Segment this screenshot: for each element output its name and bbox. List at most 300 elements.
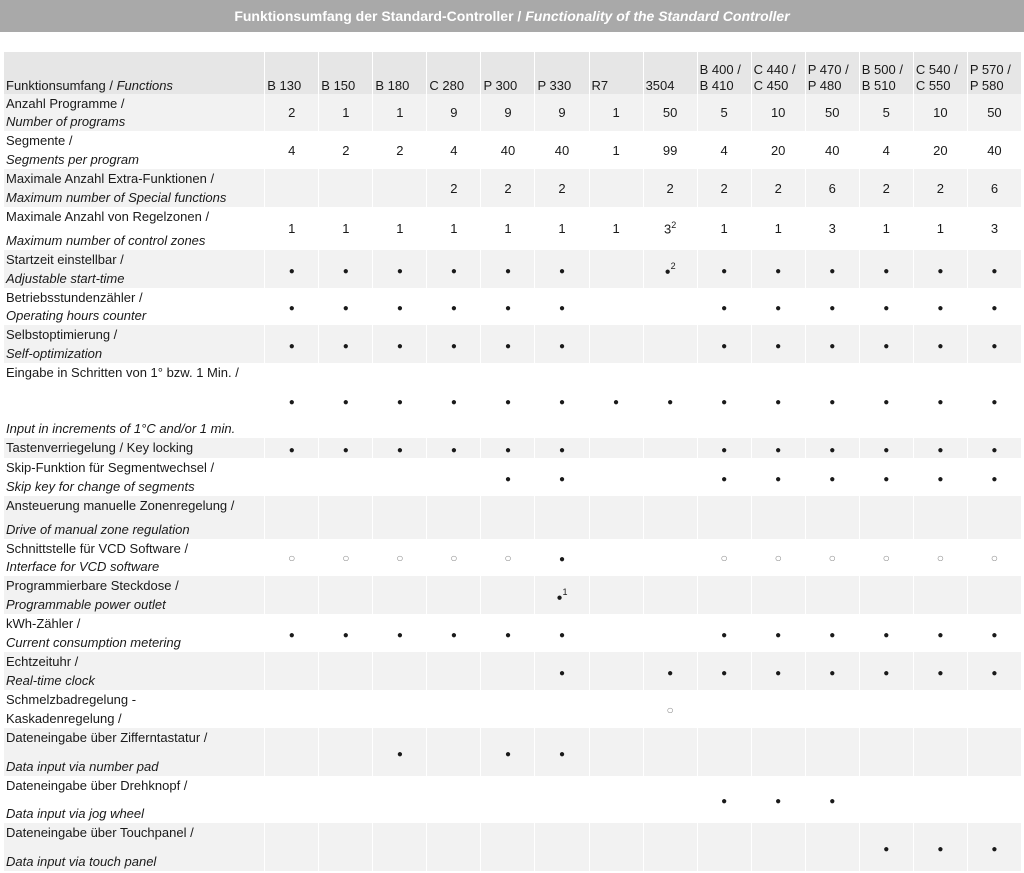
model-header bbox=[968, 52, 1021, 94]
value-cell bbox=[427, 496, 480, 539]
value-cell bbox=[914, 823, 967, 871]
value-cell bbox=[860, 288, 913, 325]
value-cell bbox=[968, 169, 1021, 207]
value-cell bbox=[590, 363, 643, 438]
model-header-line: C 440 / bbox=[753, 62, 796, 77]
value-cell bbox=[535, 496, 588, 539]
value-cell bbox=[698, 169, 751, 207]
filled-dot-icon: ● bbox=[558, 340, 566, 352]
filled-dot-icon: ● bbox=[288, 444, 295, 456]
value-cell bbox=[373, 94, 426, 131]
value-cell bbox=[752, 207, 805, 250]
value-cell bbox=[535, 728, 588, 776]
value-cell bbox=[590, 539, 643, 576]
value-cell bbox=[914, 652, 967, 690]
open-circle-icon: ○ bbox=[720, 551, 728, 565]
value-cell bbox=[968, 94, 1021, 131]
table-row bbox=[4, 363, 1021, 438]
value-cell bbox=[806, 169, 859, 207]
value-text: 6 bbox=[990, 180, 999, 196]
table-row bbox=[4, 690, 1021, 728]
filled-dot-icon: ● bbox=[937, 397, 944, 408]
value-text: 6 bbox=[828, 180, 836, 196]
function-label-en: Skip key for change of segments bbox=[6, 479, 195, 494]
value-text: 40 bbox=[500, 142, 516, 158]
filled-dot-icon: ● bbox=[558, 444, 566, 456]
open-circle-icon: ○ bbox=[396, 551, 404, 565]
filled-dot-icon: ● bbox=[721, 397, 728, 408]
value-cell bbox=[427, 776, 480, 823]
value-text: 2 bbox=[342, 142, 350, 158]
function-label bbox=[4, 250, 264, 288]
model-header bbox=[806, 52, 859, 94]
filled-dot-icon: ● bbox=[937, 473, 944, 485]
filled-dot-icon: ● bbox=[721, 265, 728, 277]
open-circle-icon: ○ bbox=[450, 551, 458, 565]
value-text: 2 bbox=[504, 180, 512, 196]
table-row bbox=[4, 776, 1021, 823]
filled-dot-icon: ● bbox=[721, 796, 728, 807]
function-label bbox=[4, 131, 264, 169]
value-cell bbox=[752, 250, 805, 288]
value-cell bbox=[265, 363, 318, 438]
value-text: 1 bbox=[612, 142, 620, 158]
filled-dot-icon: ● bbox=[883, 265, 890, 277]
value-cell bbox=[914, 438, 967, 458]
value-cell bbox=[752, 496, 805, 539]
value-cell bbox=[914, 250, 967, 288]
value-cell bbox=[860, 690, 913, 728]
value-cell bbox=[860, 539, 913, 576]
function-label-en: Data input via jog wheel bbox=[6, 806, 145, 821]
value-cell bbox=[481, 823, 534, 871]
value-cell bbox=[644, 576, 697, 614]
value-cell bbox=[914, 169, 967, 207]
function-label-en: Drive of manual zone regulation bbox=[6, 522, 190, 537]
value-cell bbox=[373, 458, 426, 496]
value-cell bbox=[535, 614, 588, 652]
table-row bbox=[4, 94, 1021, 131]
filled-dot-icon: ● bbox=[504, 748, 511, 760]
table-row bbox=[4, 325, 1021, 363]
value-cell bbox=[319, 438, 372, 458]
filled-dot-icon: ● bbox=[775, 473, 782, 485]
value-cell bbox=[481, 576, 534, 614]
value-cell bbox=[319, 690, 372, 728]
value-cell bbox=[319, 169, 372, 207]
value-text: 2 bbox=[882, 180, 890, 196]
value-cell bbox=[698, 250, 751, 288]
model-header-line: B 410 bbox=[699, 78, 734, 93]
filled-dot-icon: ● bbox=[829, 444, 836, 456]
value-cell bbox=[535, 458, 588, 496]
value-cell bbox=[265, 690, 318, 728]
value-cell bbox=[373, 823, 426, 871]
value-cell bbox=[968, 823, 1021, 871]
function-label-en: Real-time clock bbox=[6, 673, 95, 688]
value-cell bbox=[644, 363, 697, 438]
table-row bbox=[4, 207, 1021, 250]
value-cell bbox=[590, 288, 643, 325]
filled-dot-icon: ● bbox=[937, 265, 944, 277]
value-cell bbox=[806, 207, 859, 250]
value-cell bbox=[265, 776, 318, 823]
value-text: 1 bbox=[342, 105, 350, 120]
filled-dot-icon: ● bbox=[775, 667, 782, 679]
function-label-en: Interface for VCD software bbox=[6, 559, 160, 574]
value-text: 1 bbox=[342, 221, 350, 236]
function-label bbox=[4, 169, 264, 207]
value-cell bbox=[860, 438, 913, 458]
value-cell bbox=[860, 728, 913, 776]
filled-dot-icon: ● bbox=[396, 265, 403, 277]
model-header-line: P 300 bbox=[483, 78, 518, 93]
filled-dot-icon: ● bbox=[829, 265, 836, 277]
value-text: 2 bbox=[666, 180, 674, 196]
model-header-line: B 130 bbox=[267, 78, 302, 93]
table-row bbox=[4, 288, 1021, 325]
filled-dot-icon: ● bbox=[504, 629, 511, 641]
value-cell bbox=[644, 207, 697, 250]
value-cell bbox=[481, 288, 534, 325]
value-cell bbox=[535, 325, 588, 363]
filled-dot-icon: ● bbox=[288, 303, 295, 314]
value-cell bbox=[427, 131, 480, 169]
value-cell bbox=[590, 169, 643, 207]
filled-dot-icon: ● bbox=[504, 444, 511, 456]
value-cell bbox=[698, 288, 751, 325]
value-text: 2 bbox=[288, 105, 296, 120]
filled-dot-icon: ● bbox=[991, 397, 998, 408]
filled-dot-icon: ● bbox=[937, 303, 944, 314]
value-cell bbox=[427, 539, 480, 576]
model-header-line: P 480 bbox=[807, 78, 842, 93]
value-cell bbox=[265, 131, 318, 169]
value-cell bbox=[806, 614, 859, 652]
table-row bbox=[4, 131, 1021, 169]
filled-dot-icon: ● bbox=[883, 667, 890, 679]
model-header bbox=[752, 52, 805, 94]
value-text: 3 bbox=[828, 221, 836, 236]
model-header-line: 3504 bbox=[645, 78, 675, 93]
value-cell bbox=[481, 728, 534, 776]
value-cell bbox=[481, 438, 534, 458]
filled-dot-icon: ● bbox=[721, 629, 728, 641]
value-cell bbox=[590, 94, 643, 131]
filled-dot-icon: ● bbox=[721, 444, 728, 456]
value-cell bbox=[590, 438, 643, 458]
value-cell bbox=[914, 496, 967, 539]
filled-dot-icon: ● bbox=[504, 265, 511, 277]
function-label bbox=[4, 496, 264, 539]
value-cell bbox=[590, 207, 643, 250]
value-cell bbox=[860, 94, 913, 131]
value-cell bbox=[752, 169, 805, 207]
value-cell bbox=[806, 131, 859, 169]
value-cell bbox=[535, 207, 588, 250]
value-cell bbox=[968, 496, 1021, 539]
value-text: 50 bbox=[662, 105, 678, 120]
filled-dot-icon: ● bbox=[937, 629, 944, 641]
value-cell bbox=[968, 690, 1021, 728]
function-label bbox=[4, 614, 264, 652]
value-cell bbox=[427, 728, 480, 776]
value-cell bbox=[427, 325, 480, 363]
filled-dot-icon: ● bbox=[558, 303, 566, 314]
value-cell bbox=[752, 614, 805, 652]
value-cell bbox=[427, 652, 480, 690]
function-label bbox=[4, 776, 264, 823]
value-text: 40 bbox=[554, 142, 570, 158]
title-english: Functionality of the Standard Controller bbox=[525, 8, 790, 24]
filled-dot-icon: ● bbox=[556, 592, 563, 604]
table-row bbox=[4, 823, 1021, 871]
filled-dot-icon: ● bbox=[883, 843, 890, 855]
function-label-en: Segments per program bbox=[6, 152, 139, 167]
function-label-de: Skip-Funktion für Segmentwechsel / bbox=[6, 460, 215, 475]
footnote-marker: 2 bbox=[671, 220, 677, 231]
model-header-line: C 550 bbox=[915, 78, 951, 93]
value-cell bbox=[590, 496, 643, 539]
function-label-de: Dateneingabe über Drehknopf / bbox=[6, 778, 188, 793]
value-cell bbox=[319, 823, 372, 871]
function-label bbox=[4, 438, 264, 458]
value-cell bbox=[968, 131, 1021, 169]
filled-dot-icon: ● bbox=[991, 667, 998, 679]
function-label-en: Self-optimization bbox=[6, 346, 103, 361]
value-cell bbox=[265, 496, 318, 539]
open-circle-icon: ○ bbox=[774, 551, 782, 565]
value-cell bbox=[481, 207, 534, 250]
footnote-marker: 2 bbox=[670, 260, 676, 271]
function-label-de: Startzeit einstellbar / bbox=[6, 252, 124, 267]
value-cell bbox=[698, 94, 751, 131]
value-cell bbox=[590, 728, 643, 776]
value-cell bbox=[265, 614, 318, 652]
value-cell bbox=[644, 438, 697, 458]
filled-dot-icon: ● bbox=[775, 340, 782, 352]
open-circle-icon: ○ bbox=[828, 551, 836, 565]
value-text: 3 bbox=[663, 221, 672, 237]
value-cell bbox=[698, 690, 751, 728]
value-cell bbox=[590, 614, 643, 652]
value-cell bbox=[860, 169, 913, 207]
value-cell bbox=[644, 94, 697, 131]
value-cell bbox=[481, 496, 534, 539]
value-cell bbox=[860, 458, 913, 496]
filled-dot-icon: ● bbox=[775, 444, 782, 456]
value-cell bbox=[319, 325, 372, 363]
filled-dot-icon: ● bbox=[829, 473, 836, 485]
value-text: 1 bbox=[936, 221, 944, 236]
value-text: 1 bbox=[504, 221, 512, 236]
model-header bbox=[644, 52, 697, 94]
filled-dot-icon: ● bbox=[883, 340, 890, 352]
value-cell bbox=[806, 458, 859, 496]
function-label-de: Tastenverriegelung / Key locking bbox=[6, 440, 194, 455]
filled-dot-icon: ● bbox=[396, 340, 403, 352]
value-text: 2 bbox=[720, 180, 728, 196]
value-cell bbox=[752, 458, 805, 496]
title-german: Funktionsumfang der Standard-Controller / bbox=[234, 8, 526, 24]
function-label-de: Betriebsstundenzähler / bbox=[6, 290, 143, 305]
model-header-line: B 400 / bbox=[699, 62, 741, 77]
function-label-en: Operating hours counter bbox=[6, 308, 147, 323]
value-text: 50 bbox=[825, 105, 840, 120]
model-header-line: P 580 bbox=[969, 78, 1004, 93]
value-text: 1 bbox=[450, 221, 458, 236]
value-text: 2 bbox=[936, 180, 944, 196]
value-cell bbox=[968, 776, 1021, 823]
value-text: 1 bbox=[558, 221, 566, 236]
filled-dot-icon: ● bbox=[775, 397, 782, 408]
value-cell bbox=[644, 131, 697, 169]
model-header bbox=[535, 52, 588, 94]
value-cell bbox=[968, 458, 1021, 496]
value-cell bbox=[535, 652, 588, 690]
value-cell bbox=[752, 288, 805, 325]
filled-dot-icon: ● bbox=[937, 667, 944, 679]
open-circle-icon: ○ bbox=[936, 551, 944, 565]
table-row bbox=[4, 250, 1021, 288]
value-text: 4 bbox=[288, 142, 296, 158]
value-cell bbox=[752, 438, 805, 458]
filled-dot-icon: ● bbox=[829, 667, 836, 679]
table-row bbox=[4, 728, 1021, 776]
value-cell bbox=[265, 458, 318, 496]
model-header-line: B 500 / bbox=[861, 62, 903, 77]
value-cell bbox=[319, 288, 372, 325]
value-cell bbox=[806, 539, 859, 576]
filled-dot-icon: ● bbox=[558, 473, 566, 485]
value-cell bbox=[806, 288, 859, 325]
value-cell bbox=[968, 207, 1021, 250]
filled-dot-icon: ● bbox=[450, 444, 457, 456]
filled-dot-icon: ● bbox=[504, 397, 511, 408]
value-text: 10 bbox=[933, 105, 948, 120]
value-cell bbox=[481, 614, 534, 652]
function-label bbox=[4, 652, 264, 690]
footnote-marker: 1 bbox=[562, 586, 568, 597]
filled-dot-icon: ● bbox=[829, 397, 836, 408]
function-label-de-line2: Kaskadenregelung / bbox=[6, 711, 122, 726]
table-row bbox=[4, 458, 1021, 496]
filled-dot-icon: ● bbox=[504, 473, 511, 485]
value-cell bbox=[860, 325, 913, 363]
value-cell bbox=[535, 131, 588, 169]
value-cell bbox=[373, 325, 426, 363]
header-row bbox=[4, 52, 1021, 94]
filled-dot-icon: ● bbox=[991, 444, 998, 456]
value-cell bbox=[427, 250, 480, 288]
filled-dot-icon: ● bbox=[991, 473, 998, 485]
open-circle-icon: ○ bbox=[990, 551, 999, 565]
model-header-line: C 540 / bbox=[915, 62, 958, 77]
model-header bbox=[481, 52, 534, 94]
value-cell bbox=[860, 652, 913, 690]
open-circle-icon: ○ bbox=[342, 551, 350, 565]
filled-dot-icon: ● bbox=[775, 265, 782, 277]
value-cell bbox=[914, 776, 967, 823]
value-cell bbox=[265, 325, 318, 363]
filled-dot-icon: ● bbox=[288, 629, 295, 641]
value-cell bbox=[427, 458, 480, 496]
filled-dot-icon: ● bbox=[288, 397, 295, 408]
value-cell bbox=[806, 576, 859, 614]
filled-dot-icon: ● bbox=[721, 303, 728, 314]
value-cell bbox=[698, 539, 751, 576]
value-text: 4 bbox=[720, 142, 728, 158]
value-cell bbox=[373, 690, 426, 728]
value-cell bbox=[644, 325, 697, 363]
value-text: 1 bbox=[774, 221, 782, 236]
value-cell bbox=[427, 169, 480, 207]
value-text: 3 bbox=[990, 221, 999, 236]
value-cell bbox=[698, 131, 751, 169]
value-text: 1 bbox=[288, 221, 296, 236]
filled-dot-icon: ● bbox=[558, 397, 566, 408]
value-cell bbox=[860, 496, 913, 539]
value-cell bbox=[319, 131, 372, 169]
value-cell bbox=[752, 652, 805, 690]
value-cell bbox=[265, 207, 318, 250]
value-cell bbox=[914, 728, 967, 776]
table-row bbox=[4, 539, 1021, 576]
filled-dot-icon: ● bbox=[829, 340, 836, 352]
value-cell bbox=[427, 94, 480, 131]
function-label-en: Number of programs bbox=[6, 114, 126, 129]
function-label bbox=[4, 325, 264, 363]
value-cell bbox=[968, 325, 1021, 363]
value-cell bbox=[535, 576, 588, 614]
value-cell bbox=[265, 438, 318, 458]
value-cell bbox=[481, 94, 534, 131]
value-cell bbox=[968, 614, 1021, 652]
functions-header-en: Functions bbox=[116, 78, 173, 93]
model-header bbox=[373, 52, 426, 94]
value-cell bbox=[914, 539, 967, 576]
function-label-de: Dateneingabe über Touchpanel / bbox=[6, 825, 194, 840]
value-cell bbox=[319, 576, 372, 614]
value-cell bbox=[860, 250, 913, 288]
function-label-de: Maximale Anzahl Extra-Funktionen / bbox=[6, 171, 215, 186]
value-cell bbox=[535, 823, 588, 871]
functions-header-de: Funktionsumfang / bbox=[6, 78, 117, 93]
function-label-en: Adjustable start-time bbox=[6, 271, 125, 286]
filled-dot-icon: ● bbox=[450, 397, 457, 408]
value-cell bbox=[535, 363, 588, 438]
value-cell bbox=[535, 288, 588, 325]
value-cell bbox=[698, 576, 751, 614]
value-cell bbox=[481, 363, 534, 438]
value-cell bbox=[373, 363, 426, 438]
value-text: 1 bbox=[396, 105, 404, 120]
value-cell bbox=[373, 652, 426, 690]
value-text: 40 bbox=[987, 142, 1002, 158]
value-cell bbox=[590, 250, 643, 288]
filled-dot-icon: ● bbox=[342, 397, 349, 408]
value-text: 9 bbox=[450, 105, 458, 120]
filled-dot-icon: ● bbox=[558, 748, 566, 760]
value-cell bbox=[752, 776, 805, 823]
filled-dot-icon: ● bbox=[721, 667, 728, 679]
value-cell bbox=[427, 207, 480, 250]
value-cell bbox=[319, 614, 372, 652]
value-text: 9 bbox=[504, 105, 512, 120]
model-header-line: B 180 bbox=[375, 78, 410, 93]
value-cell bbox=[373, 776, 426, 823]
value-cell bbox=[481, 539, 534, 576]
